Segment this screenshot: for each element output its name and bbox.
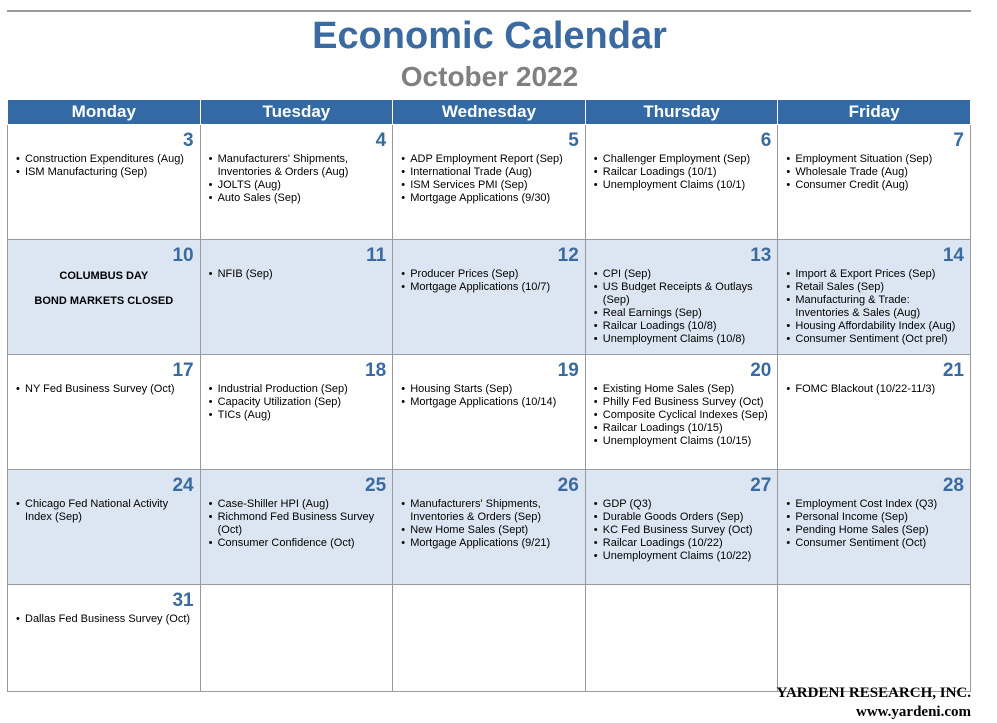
event-item: • Richmond Fed Business Survey (Oct)	[209, 511, 387, 537]
event-item: • FOMC Blackout (10/22-11/3)	[786, 383, 964, 396]
day-cell	[778, 355, 971, 470]
day-number: 7	[953, 130, 964, 151]
event-item: • ADP Employment Report (Sep)	[401, 153, 579, 166]
event-item: • Import & Export Prices (Sep)	[786, 268, 964, 281]
event-item: • Railcar Loadings (10/8)	[594, 320, 772, 333]
calendar-grid	[7, 99, 971, 692]
event-item: • Philly Fed Business Survey (Oct)	[594, 396, 772, 409]
event-item: • Railcar Loadings (10/22)	[594, 537, 772, 550]
event-item: • Railcar Loadings (10/1)	[594, 166, 772, 179]
day-cell	[778, 585, 971, 692]
event-list	[393, 153, 585, 205]
day-cell	[200, 240, 393, 355]
day-cell	[778, 470, 971, 585]
day-cell	[200, 470, 393, 585]
page-title: Economic Calendar	[312, 15, 667, 57]
weekday-header-tuesday: Tuesday	[200, 100, 393, 125]
day-cell	[393, 240, 586, 355]
weekday-header-wednesday: Wednesday	[393, 100, 586, 125]
event-list	[8, 153, 200, 179]
event-item: • Real Earnings (Sep)	[594, 307, 772, 320]
event-item: • Durable Goods Orders (Sep)	[594, 511, 772, 524]
day-cell	[585, 585, 778, 692]
event-list	[393, 498, 585, 550]
day-number	[393, 585, 585, 611]
event-item: • Employment Cost Index (Q3)	[786, 498, 964, 511]
event-item: • US Budget Receipts & Outlays (Sep)	[594, 281, 772, 307]
event-list	[586, 153, 778, 192]
footer-company: YARDENI RESEARCH, INC.	[776, 685, 971, 701]
day-cell	[8, 470, 201, 585]
event-list	[778, 268, 970, 346]
event-item: • Mortgage Applications (10/7)	[401, 281, 579, 294]
event-item: • Industrial Production (Sep)	[209, 383, 387, 396]
calendar-body	[8, 125, 971, 692]
event-item: • Challenger Employment (Sep)	[594, 153, 772, 166]
event-item: • Consumer Sentiment (Oct)	[786, 537, 964, 550]
event-item: • Employment Situation (Sep)	[786, 153, 964, 166]
event-list	[8, 498, 200, 524]
week-row	[8, 585, 971, 692]
event-list	[201, 153, 393, 205]
day-number	[201, 585, 393, 611]
event-item: • Manufacturers' Shipments, Inventories & Orders (Aug)	[209, 153, 387, 179]
day-cell	[8, 240, 201, 355]
weekday-header-monday: Monday	[8, 100, 201, 125]
day-cell	[200, 125, 393, 240]
event-list	[586, 498, 778, 563]
event-item: • Composite Cyclical Indexes (Sep)	[594, 409, 772, 422]
day-cell	[8, 355, 201, 470]
day-number: 31	[172, 590, 194, 611]
week-row	[8, 470, 971, 585]
event-item: • Manufacturing & Trade: Inventories & Sales (Aug)	[786, 294, 964, 320]
week-row	[8, 240, 971, 355]
event-item: • Auto Sales (Sep)	[209, 192, 387, 205]
day-cell	[585, 470, 778, 585]
day-number: 10	[172, 245, 194, 266]
event-item: • Retail Sales (Sep)	[786, 281, 964, 294]
event-list	[201, 498, 393, 550]
day-cell	[393, 355, 586, 470]
weekday-header-thursday: Thursday	[585, 100, 778, 125]
day-cell	[778, 125, 971, 240]
event-item: • International Trade (Aug)	[401, 166, 579, 179]
event-item: • JOLTS (Aug)	[209, 179, 387, 192]
event-item: • Housing Affordability Index (Aug)	[786, 320, 964, 333]
day-cell	[585, 240, 778, 355]
event-item: • New Home Sales (Sept)	[401, 524, 579, 537]
event-item: • Unemployment Claims (10/8)	[594, 333, 772, 346]
event-item: • Producer Prices (Sep)	[401, 268, 579, 281]
page-subtitle: October 2022	[400, 61, 579, 92]
event-item: • Unemployment Claims (10/22)	[594, 550, 772, 563]
event-list	[393, 268, 585, 294]
day-number: 12	[557, 245, 579, 266]
day-number: 3	[183, 130, 194, 151]
event-item: • CPI (Sep)	[594, 268, 772, 281]
day-cell	[778, 240, 971, 355]
event-item: • Housing Starts (Sep)	[401, 383, 579, 396]
event-item: • TICs (Aug)	[209, 409, 387, 422]
event-item: • Unemployment Claims (10/15)	[594, 435, 772, 448]
weekday-header-friday: Friday	[778, 100, 971, 125]
event-list	[8, 383, 200, 396]
event-item: • Consumer Sentiment (Oct prel)	[786, 333, 964, 346]
top-divider	[7, 10, 971, 12]
event-list	[201, 268, 393, 281]
day-number	[778, 585, 970, 611]
event-item: • Case-Shiller HPI (Aug)	[209, 498, 387, 511]
weekday-header-row	[8, 100, 971, 125]
event-item: • Pending Home Sales (Sep)	[786, 524, 964, 537]
event-item: • Mortgage Applications (10/14)	[401, 396, 579, 409]
day-number: 24	[172, 475, 194, 496]
event-item: • Mortgage Applications (9/21)	[401, 537, 579, 550]
event-list	[586, 383, 778, 448]
day-number: 25	[365, 475, 387, 496]
event-item: • Capacity Utilization (Sep)	[209, 396, 387, 409]
event-item: • Consumer Credit (Aug)	[786, 179, 964, 192]
day-number	[586, 585, 778, 611]
day-number: 21	[942, 360, 964, 381]
day-number: 6	[760, 130, 772, 151]
event-item: • Railcar Loadings (10/15)	[594, 422, 772, 435]
day-number: 14	[942, 245, 964, 266]
holiday-note: COLUMBUS DAY	[59, 270, 149, 282]
event-list	[8, 613, 200, 626]
day-number: 26	[557, 475, 579, 496]
day-cell	[200, 355, 393, 470]
event-item: • Construction Expenditures (Aug)	[16, 153, 194, 166]
day-cell	[393, 585, 586, 692]
day-number: 20	[750, 360, 772, 381]
day-cell	[393, 470, 586, 585]
footer-url[interactable]: www.yardeni.com	[856, 704, 971, 720]
event-item: • Existing Home Sales (Sep)	[594, 383, 772, 396]
day-number: 5	[568, 130, 579, 151]
event-item: • ISM Services PMI (Sep)	[401, 179, 579, 192]
event-item: • Manufacturers' Shipments, Inventories & Orders (Sep)	[401, 498, 579, 524]
holiday-note: BOND MARKETS CLOSED	[34, 295, 174, 307]
event-item: • GDP (Q3)	[594, 498, 772, 511]
day-cell	[393, 125, 586, 240]
day-number: 13	[750, 245, 772, 266]
day-number: 19	[557, 360, 579, 381]
event-item: • NY Fed Business Survey (Oct)	[16, 383, 194, 396]
day-number: 11	[366, 245, 387, 266]
event-item: • Dallas Fed Business Survey (Oct)	[16, 613, 194, 626]
day-number: 17	[172, 360, 194, 381]
day-number: 28	[942, 475, 964, 496]
event-list	[201, 383, 393, 422]
event-list	[778, 153, 970, 192]
event-list	[393, 383, 585, 409]
day-cell	[8, 125, 201, 240]
day-cell	[585, 355, 778, 470]
week-row	[8, 355, 971, 470]
event-item: • ISM Manufacturing (Sep)	[16, 166, 194, 179]
day-number: 4	[375, 130, 387, 151]
event-item: • NFIB (Sep)	[209, 268, 387, 281]
event-item: • Consumer Confidence (Oct)	[209, 537, 387, 550]
event-list	[586, 268, 778, 346]
event-list	[778, 498, 970, 550]
event-item: • Personal Income (Sep)	[786, 511, 964, 524]
event-item: • Mortgage Applications (9/30)	[401, 192, 579, 205]
event-item: • KC Fed Business Survey (Oct)	[594, 524, 772, 537]
event-item: • Wholesale Trade (Aug)	[786, 166, 964, 179]
event-item: • Unemployment Claims (10/1)	[594, 179, 772, 192]
day-cell	[8, 585, 201, 692]
event-list	[778, 383, 970, 396]
day-cell	[200, 585, 393, 692]
day-number: 18	[365, 360, 387, 381]
event-item: • Chicago Fed National Activity Index (Sep)	[16, 498, 194, 524]
day-number: 27	[750, 475, 772, 496]
week-row	[8, 125, 971, 240]
day-cell	[585, 125, 778, 240]
